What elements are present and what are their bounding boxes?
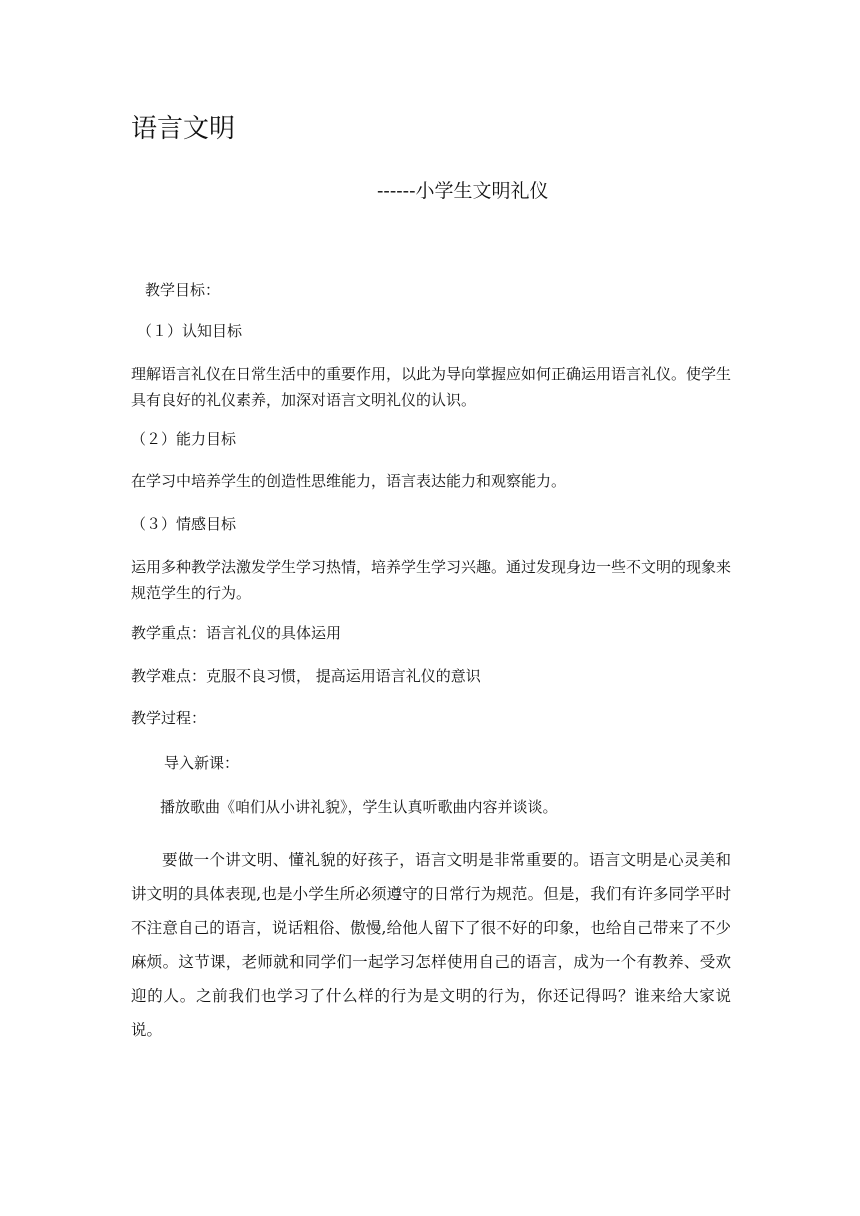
difficulty: 教学难点：克服不良习惯， 提高运用语言礼仪的意识 bbox=[131, 667, 481, 685]
intro-text: 播放歌曲《咱们从小讲礼貌》，学生认真听歌曲内容并谈谈。 bbox=[160, 798, 558, 816]
process-heading: 教学过程： bbox=[131, 709, 207, 727]
intro-heading: 导入新课： bbox=[164, 754, 240, 772]
goal3-heading: （３）情感目标 bbox=[131, 515, 237, 533]
goal3-text: 运用多种教学法激发学生学习热情，培养学生学习兴趣。通过发现身边一些不文明的现象来规范学生的行为。 bbox=[131, 558, 732, 602]
goal1-text: 理解语言礼仪在日常生活中的重要作用，以此为导向掌握应如何正确运用语言礼仪。使学生具有良好的礼仪素养，加深对语言文明礼仪的认识。 bbox=[131, 365, 732, 409]
goal2-text: 在学习中培养学生的创造性思维能力，语言表达能力和观察能力。 bbox=[131, 472, 567, 490]
goal2-heading: （２）能力目标 bbox=[131, 430, 237, 448]
page-subtitle: ------小学生文明礼仪 bbox=[377, 180, 549, 202]
page-title: 语言文明 bbox=[131, 114, 236, 144]
body-paragraph: 要做一个讲文明、懂礼貌的好孩子，语言文明是非常重要的。语言文明是心灵美和讲文明的具体表现,也是小学生所必须遵守的日常行为规范。但是，我们有许多同学平时不注意自己的语言，说话粗俗、傲慢,给他人留下了很不好的印象，也给自己带来了不少麻烦。这节课，老师就和同学们一起学习怎样使用自己的语言，成为一个有教养、受欢迎的人。之前我们也学习了什么样的行为是文明的行为，你还记得吗？谁来给大家说说。 bbox=[131, 851, 731, 1039]
goal1-heading: （１）认知目标 bbox=[137, 322, 243, 340]
goals-heading: 教学目标： bbox=[145, 281, 221, 299]
key-point: 教学重点：语言礼仪的具体运用 bbox=[131, 624, 342, 642]
